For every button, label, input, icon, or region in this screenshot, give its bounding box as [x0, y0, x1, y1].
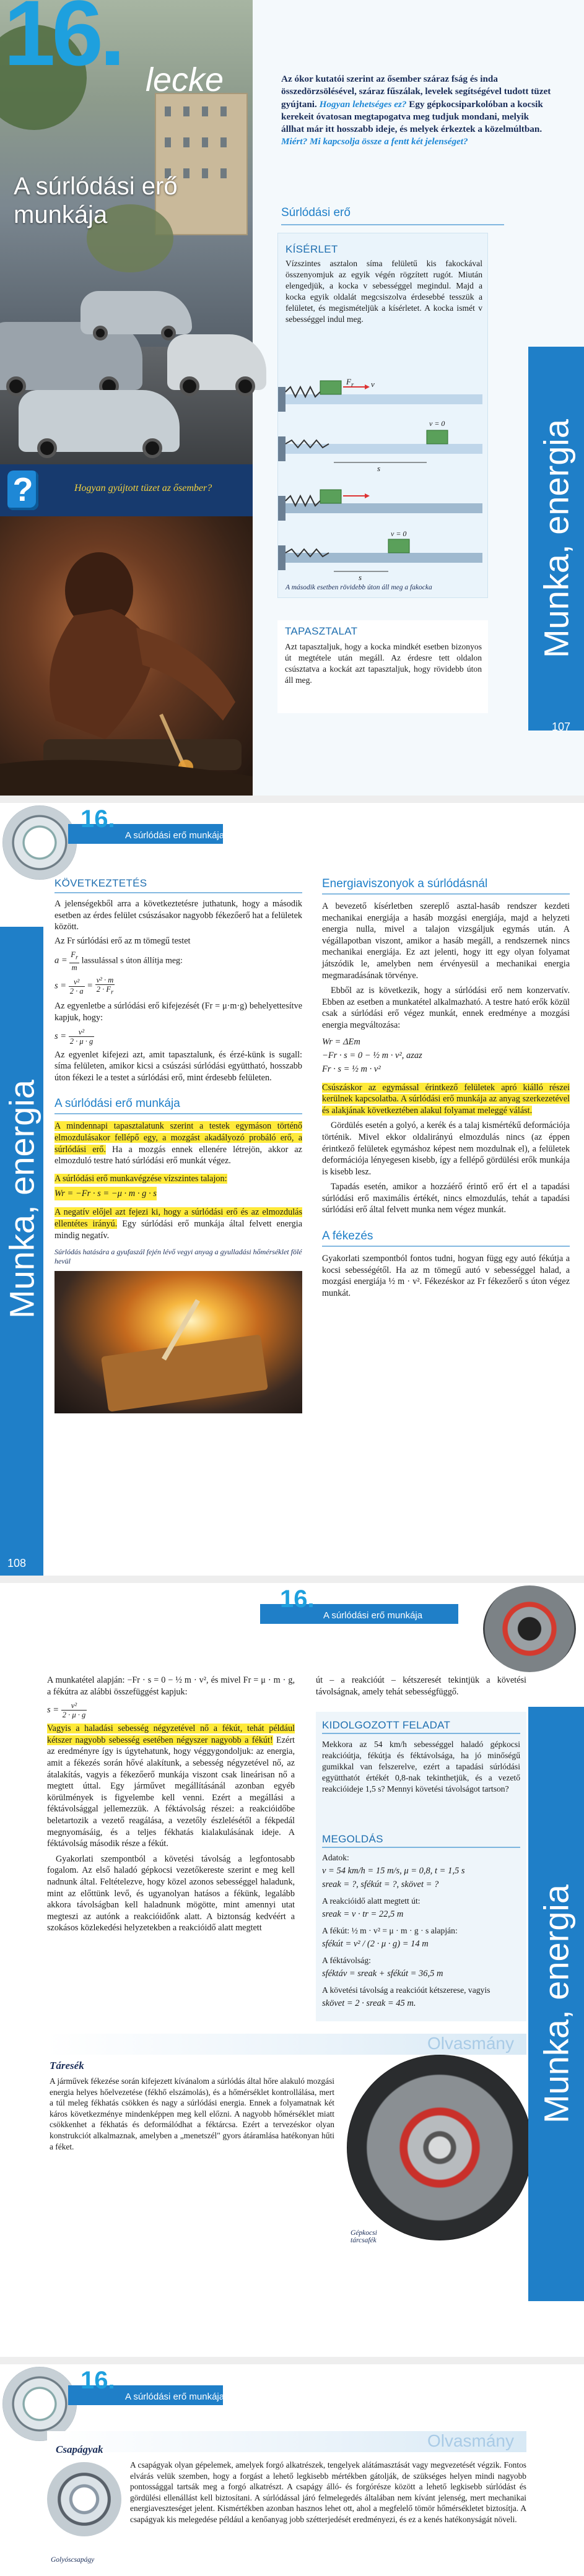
highlight: Vagyis a haladási sebesség négyzetével nő a fékút, tehát például kétszer nagyobb sebesség esetében négyszer nagyobb a fékút! — [47, 1724, 295, 1745]
formula: Wr = ΔEm — [322, 1036, 360, 1047]
force-label — [346, 377, 354, 389]
highlight: A negatív előjel azt fejezi ki, hogy a súrlódási erő és az elmozdulás ellentétes irányú. — [54, 1207, 302, 1229]
kiserlet-heading: KÍSÉRLET — [285, 243, 338, 255]
question-strip — [0, 464, 253, 516]
page-number: 109 — [551, 2318, 570, 2331]
lead-text: Az ókor kutatói szerint az ősember száraz fság és inda összedörzsölésével, száraz fűszálak, levelek segítségével tudott tüzet gyújtani. — [281, 74, 551, 110]
page-107 — [0, 0, 584, 796]
tapasztalat-text: Azt tapasztaljuk, hogy a kocka mindkét esetben bizonyos út megtétele után megáll. Az érdesre tett oldalon csúsztatva a kockát azt tapasztaljuk, hogy rövidebb úton áll meg. — [285, 642, 482, 685]
olvasmany-label: Olvasmány — [427, 2431, 514, 2450]
section-heading: Súrlódási erő — [281, 206, 351, 219]
paragraph: Ebből az is következik, hogy a súrlódási erő nem konzervatív. Ebben az esetben a munkatétel alkalmazható. A testre ható erők közül csak a súrlódási erő végez munkát, ennek eredménye a mozgási energia megváltozása: — [322, 986, 570, 1030]
lead-question: Hogyan lehetséges ez? — [319, 98, 407, 110]
formula: s = $\frac{\text{v²}}{2 \cdot \mu \cdot g}$ — [54, 1027, 94, 1046]
formula: s = $\frac{\text{v²}}{2 \cdot a}$ = $\frac{\text{v² · m}}{2 \cdot F_r}$ — [54, 975, 114, 996]
car — [167, 334, 266, 390]
ball-bearing-photo — [47, 2462, 121, 2536]
paragraph — [54, 1173, 302, 1185]
paragraph: Tapadás esetén, amikor a hozzáérő érintő erő ért el a tapadási súrlódási erő maximális értékét, nincs elmozdulás, tehát a tapadási súrlódási erő által felvett munka nem végez munkát. — [322, 1182, 570, 1215]
page-number: 107 — [551, 721, 570, 733]
velocity-zero-label: v = 0 — [391, 529, 407, 538]
paragraph: A jelenségekből arra a következtetésre juthatunk, hogy a második esetben az érdes felület csúszásakor nagyobb fékezőerő hat a felületek között. — [54, 899, 302, 932]
force-subscript: r — [351, 381, 354, 389]
solution — [322, 1852, 520, 2010]
left-photo-column — [0, 0, 253, 796]
highlight: A súrlódási erő munkavégzése vízszintes talajon: — [54, 1173, 227, 1184]
divider — [54, 1113, 302, 1114]
chapter-title-line: munkája — [14, 201, 108, 228]
fire-making-photo — [0, 516, 253, 796]
paragraph — [322, 1082, 570, 1117]
solution-formula: sreak = v · tr = 22,5 m — [322, 1909, 404, 1919]
solution-line: A követési távolság a reakcióút kétszerese, vagyis — [322, 1985, 490, 1995]
paragraph-text: Ha a mozgás ennek ellenére létrejön, akkor az elmozduló testre ható súrlódási erő munkát végez. — [54, 1144, 302, 1166]
olvasmany-label: Olvasmány — [427, 2034, 514, 2053]
chapter-title-line: A súrlódási erő — [14, 173, 178, 200]
section-heading: A súrlódási erő munkája — [54, 1097, 180, 1111]
paragraph: A bevezető kísérletben szereplő asztal-hasáb rendszer kezdeti mechanikai energiája a hasáb mozgási energiája, majd a helyzeti energia nulla, mivel a talajon vizsgáljuk egymás után. A végállapotban viszont, amikor a hasáb megáll, a rendszernek nincs mechanikai energiája. Ez azt jelenti, hogy itt egy olyan folyamat játszódik le, amelyben nem érvényesül a mechanikai energia megmaradásának törvénye. — [322, 901, 570, 981]
olvasmany-band — [47, 2431, 526, 2452]
header-title: A súrlódási erő munkája — [125, 830, 225, 841]
paragraph: Gördülés esetén a golyó, a kerék és a talaj kismértékű deformációja történik. Mivel ekkor oldalirányú elmozdulás nincs (az éppen érintkező felületek egymáshoz képest nem mozdulnak el), a felületek deformációja lényegesen kisebb, így a fellépő gördülési erők munkája is kisebb lesz. — [322, 1121, 570, 1177]
distance-label: s — [377, 464, 381, 473]
brake-caption: Gépkocsi tárcsafék — [351, 2229, 377, 2244]
solution-line: A féktávolság: — [322, 1956, 371, 1965]
lead-question: Miért? Mi kapcsolja össze a fentt két jelenséget? — [281, 136, 468, 147]
side-tab — [528, 347, 584, 731]
distance-label: s — [359, 573, 362, 582]
page-108 — [0, 796, 584, 1576]
paragraph: lassulással s úton állítja meg: — [81, 956, 183, 966]
solution-formula: skövet = 2 · sreak = 45 m. — [322, 1998, 416, 2008]
lead-paragraph — [281, 73, 554, 149]
chapter-title — [14, 172, 218, 229]
left-text-column — [54, 877, 302, 1413]
page-109 — [0, 1576, 584, 2357]
paragraph: Gyakorlati szempontból a követési távolság a legfontosabb fogalom. Az első haladó gépkocsi vezetőkereste szerint e meg kell nadnunk által. Feltételezve, hogy közel azonos sebességgel haladunk, mint az előttünk levő, és ugyanolyan hatásos a fékünk, legalább akkora távolságban kell haladnunk mögötte, mint amennyi utat megteszi az autónk a reakcióidőnk alatt. A biztonság kedvéért a szokásos közlekedési helyzetekben a reakcióidő alatt megtett — [47, 1854, 295, 1933]
divider — [281, 224, 504, 225]
paragraph: Az Fr súrlódási erő az m tömegű testet — [54, 935, 191, 946]
paragraph: A munkatétel alapján: −Fr · s = 0 − ½ m · v², és mivel Fr = μ · m · g, a fékútra az alábbi összefüggést kapjuk: — [47, 1675, 295, 1697]
paragraph: Gyakorlati szempontból fontos tudni, hogyan függ egy autó fékútja a kocsi sebességétől. Ha az m tömegű autó v sebességgel halad, a mozgási energiája ½ m · v². Fékezéskor az Fr fékezőerő s úton végez munkát. — [322, 1254, 570, 1298]
left-text-column — [47, 1675, 295, 1934]
right-text-column — [316, 1675, 526, 1698]
page-110 — [0, 2357, 584, 2576]
lecke-label: lecke — [146, 61, 224, 98]
paragraph — [47, 1723, 295, 1850]
header-chapter-number: 16. — [280, 1585, 315, 1613]
olvasmany-band — [47, 2034, 526, 2055]
matchbox — [101, 1334, 268, 1412]
match-photo — [54, 1271, 302, 1413]
reading-heading: Táresék — [50, 2060, 84, 2071]
solution-formula: sfékút = v² / (2 · μ · g) = 14 m — [322, 1939, 429, 1949]
solution-line: Adatok: — [322, 1853, 349, 1862]
solution-formula: sféktáv = sreak + sfékút = 36,5 m — [322, 1969, 443, 1979]
formula: Fr · s = ½ m · v² — [322, 1064, 381, 1074]
highlight: Csúszáskor az egymással érintkező felületek apró kiálló részei kerülnek kapcsolatba. A súrlódási erő munkája az anyag szerkezetével és alakjának következtében alakul folyamat meleggé válást. — [322, 1082, 570, 1116]
formula: Wr = −Fr · s = −μ · m · g · s — [54, 1187, 157, 1200]
photo-caption: Súrlódás hatására a gyufaszál fején lévő vegyi anyag a gyulladási hőmérséklet fölé hevül — [54, 1247, 302, 1266]
tapasztalat-heading: TAPASZTALAT — [285, 625, 358, 637]
figure-caption: A második esetben rövidebb úton áll meg a fakocka — [285, 584, 432, 591]
worked-example-box — [316, 1712, 526, 2021]
paragraph-text: Egy súrlódási erő munkája által felvett energia mindig negatív. — [54, 1218, 302, 1241]
velocity-label: v — [371, 379, 375, 389]
question-mark-icon: ? — [7, 471, 38, 510]
solution-line: A reakcióidő alatt megtett út: — [322, 1896, 421, 1906]
header-chapter-number: 16. — [81, 805, 115, 833]
formula: s = $\frac{\text{v²}}{2 \cdot \mu \cdot g}$ — [47, 1701, 86, 1720]
megoldas-heading: MEGOLDÁS — [322, 1833, 383, 1845]
paragraph — [54, 1207, 302, 1241]
solution-formula: v = 54 km/h = 15 m/s, μ = 0,8, t = 1,5 s — [322, 1866, 465, 1876]
side-tab — [528, 1707, 584, 2301]
lead-text: Egy gépkocsiparkolóban a kocsik kerekeit óvatosan megtapogatva meg tudjuk mondani, melyik állhat már itt hosszabb ideje, és melyek érkeztek a közelmúltban. — [281, 98, 543, 135]
force-symbol: F — [346, 377, 351, 386]
header-chapter-number: 16. — [81, 2367, 115, 2394]
header-title: A súrlódási erő munkája — [125, 2392, 225, 2402]
page-header — [0, 1585, 584, 1635]
right-text-column — [322, 877, 570, 1299]
divider — [322, 1246, 570, 1247]
page-header — [0, 805, 584, 855]
spring-block-diagram — [278, 351, 489, 592]
right-column — [253, 0, 584, 796]
kidolgozott-heading: KIDOLGOZOTT FELADAT — [322, 1719, 451, 1731]
experiment-box — [277, 233, 488, 598]
reading-text: A csapágyak olyan gépelemek, amelyek forgó alkatrészek, tengelyek alátámasztását vagy megvezetését végzik. Fontos elvárás velük szemben, hogy a forgást a lehető legkisebb mértékben gátolják, de szükséges helyen mindi nagyobb pontossággal tartsák meg a forgó alkatrészt. A csapágy álló- és forgórésze között a lehető legkisebb súrlódást és gördülési ellenállást kell biztosítani. A súrlódással járó felmelegedés általában nem kívánt jelenség, mert mechanikai energiaveszteséget jelent. Kismértékben azonban hasznos lehet ott, ahol a megfelelő tömör hőmérsékletet biztosítja. A csapágyak kis melegedése például a kenőanyag jobb szétterjedését eredményezi, és ez a kenés hatékonyságát növeli. — [130, 2460, 526, 2524]
paragraph-text: Ezért az eredményre így is úgytehatunk, hogy véggygondoljuk: az energia, amit a fékezés során hővé alakítunk, a sebesség négyzetével nő, az átalakítás, vagyis a fékezőerő munkája viszont csak lineárisan nő a megtett úttal. Egy járművet megállításánál azonban egyéb körülmények is figyelembe kell venni. Ezért a megállási a féktávolsággal jellemezzük. A féktávolság részei: a reakcióidőbe beletartozik a vezető reagálása, a vezetőly észlelésétől a fékpedál megnyomásáig, és a teljes fékhatás kialakulásának ideje. A féktávolság második része a fékút. — [47, 1735, 295, 1849]
brake-wheel-photo — [347, 2055, 533, 2240]
side-tab-label: Munka, energia — [536, 1884, 576, 2124]
divider — [322, 1733, 520, 1734]
brake-disc-icon — [483, 1585, 576, 1672]
section-heading: Energiaviszonyok a súrlódásnál — [322, 877, 488, 890]
highlight: A mindennapi tapasztalatunk szerint a testek egymáson történő elmozdulásakor fellépő egy, a mozgást akadályozó probáló erő, a súrlódási erő. — [54, 1121, 302, 1155]
solution-formula: sreak = ?, sfékút = ?, skövet = ? — [322, 1880, 439, 1889]
person-illustration — [0, 516, 253, 796]
car — [81, 291, 192, 334]
formula: −Fr · s = 0 − ½ m · v², azaz — [322, 1050, 422, 1060]
paragraph — [54, 1121, 302, 1166]
side-tab-label: Munka, energia — [536, 418, 576, 659]
header-title: A súrlódási erő munkája — [323, 1610, 423, 1621]
page-header — [0, 2367, 584, 2416]
formula: a = $\frac{F_r}{m}$ lassulással s úton állítja meg: — [54, 950, 183, 972]
solution-line: A fékút: ½ m · v² = μ · m · g · s alapján: — [322, 1926, 458, 1935]
observation-box — [277, 620, 488, 713]
chapter-number: 16. — [4, 0, 122, 85]
divider — [322, 893, 570, 895]
question-text: Hogyan gyújtott tüzet az ősember? — [74, 483, 212, 493]
divider — [54, 892, 302, 893]
paragraph: Az egyenletbe a súrlódási erő kifejezését (Fr = μ·m·g) behelyettesítve kapjuk, hogy: — [54, 1001, 302, 1023]
car — [19, 390, 180, 452]
kiserlet-text: Vízszintes asztalon síma felületű kis fakockával összenyomjuk az egyik végén rögzített rugót. Miután elengedjük, a kocka v sebességgel megindul. Majd a kocka egyik oldalát megcsiszolva érdesebbé tesszük a felületet, és megismételjük a kísérletet. A kocka ismét v sebességgel indul meg. — [285, 259, 482, 324]
velocity-zero-label: v = 0 — [429, 419, 445, 428]
side-tab — [0, 927, 43, 1472]
feladat-text: Mekkora az 54 km/h sebességgel haladó gépkocsi reakcióútja, fékútja és féktávolsága, ha jó minőségű gumikkal van felszerelve, ezért a tapadási súrlódási együtthatót értékét 0,8-nak tekinthetjük, és a vezető reakcióideje 1,5 s? Mennyi követési távolságot tartson? — [322, 1740, 520, 1793]
page-number: 108 — [7, 1557, 27, 1569]
kovetkeztetes-heading: KÖVETKEZTETÉS — [54, 877, 147, 889]
paragraph: út – a reakcióút – kétszeresét tekintjük a követési távolságnak, amely tehát sebességfüggő. — [316, 1675, 526, 1697]
bearing-icon — [2, 805, 77, 880]
side-tab-label: Munka, energia — [2, 1079, 41, 1319]
reading-heading: Csapágyak — [56, 2444, 103, 2455]
bearing-caption: Golyóscsapágy — [51, 2556, 95, 2564]
bearing-icon — [2, 2367, 77, 2441]
section-heading: A fékezés — [322, 1229, 373, 1243]
reading-text: A járművek fékezése során kifejezett kívánalom a súrlódás által hőre alakuló mozgási energia helyes hőelvezetése (fékhő elszámolás), és a hőmérséklet kontrollálása, mert a túl meleg fékhatás csökken és nagy a súrlódási energia. Ennek a folyamatnak két káros következménye mindenképpen meg kell előzni. A nagyobb hőmérséklet miatt csökkenhet a fékhatás és deformálódhat a féktárcsa. Ezért a tervezéskor olyan konstrukciót alkalmaznak, amelyben a „menetszél" gyors átáramlása hatékonyan hűti a féket. — [50, 2076, 334, 2151]
divider — [322, 1847, 520, 1848]
paragraph: Az egyenlet kifejezi azt, amit tapasztalunk, és érzé-künk is sugall: síma felületen, amikor kicsi a csúszási súrlódási együttható, hosszabb úton fékezi le a testet a súrlódási erő, mint érdesebb felületen. — [54, 1049, 302, 1083]
